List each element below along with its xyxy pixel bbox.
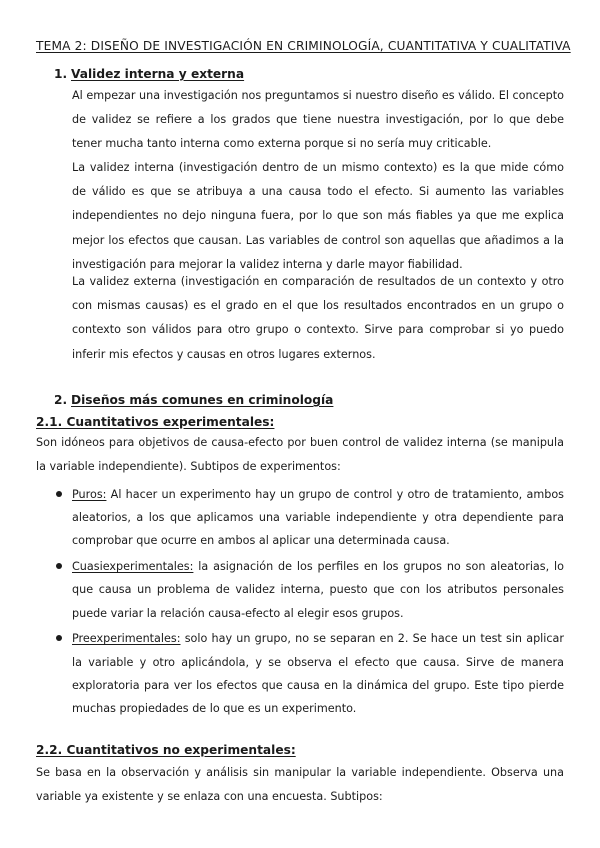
section-2-heading [54,392,333,408]
list-item [72,627,564,720]
subsection-2-1-intro: Son idóneos para objetivos de causa-efecto por buen control de validez interna (se manipula la variable independiente). Subtipos de experimentos: [36,436,564,474]
section-2-number: 2. [54,393,68,407]
section-1-number: 1. [54,67,68,81]
list-item-text: la asignación de los perfiles en los grupos no son aleatorias, lo que causa un problema de validez interna, puesto que con los atributos personales puede variar la relación causa-efecto al elegir esos grupos. [72,560,564,620]
subsection-2-2-heading: 2.2. Cuantitativos no experimentales: [36,743,296,757]
section-1-paragraph-1: Al empezar una investigación nos preguntamos si nuestro diseño es válido. El concepto de validez se refiere a los grados que tiene nuestra investigación, por lo que debe tener mucha tanto interna como externa porque si no sería muy criticable. [72,89,564,151]
list-item-term: Puros: [72,488,107,501]
list-item-term: Cuasiexperimentales: [72,560,194,574]
experiment-subtypes-list [72,483,564,723]
subsection-2-2-intro: Se basa en la observación y análisis sin manipular la variable independiente. Observa una variable ya existente y se enlaza con una encuesta. Subtipos: [36,766,564,804]
subsection-2-1-heading: 2.1. Cuantitativos experimentales: [36,415,275,429]
list-item-text: solo hay un grupo, no se separan en 2. Se hace un test sin aplicar la variable y otro aplicándola, y se observa el efecto que causa. Sirve de manera exploratoria para ver los efectos que causa en la dinámica del grupo. Este tipo pierde muchas propiedades de lo que es un experimento. [72,632,564,716]
section-2-title: Diseños más comunes en criminología [71,393,334,407]
list-item [72,555,564,625]
section-1-title: Validez interna y externa [71,67,245,81]
list-item [72,483,564,553]
section-1-paragraph-3: La validez externa (investigación en comparación de resultados de un contexto y otro con mismas causas) es el grado en el que los resultados encontrados en un grupo o contexto son válidos para otro grupo o contexto. Sirve para comprobar si yo puedo inferir mis efectos y causas en otros lugares externos. [72,275,564,361]
list-item-text: Al hacer un experimento hay un grupo de control y otro de tratamiento, ambos aleatorios, a los que aplicamos una variable independiente y otra dependiente para comprobar que ocurre en ambos al aplicar una determinada causa. [72,488,564,548]
section-1-heading [54,66,244,82]
document-title: TEMA 2: DISEÑO DE INVESTIGACIÓN EN CRIMINOLOGÍA, CUANTITATIVA Y CUALITATIVA [36,39,571,53]
list-item-term: Preexperimentales: [72,632,181,646]
section-1-paragraph-2: La validez interna (investigación dentro de un mismo contexto) es la que mide cómo de válido es que se atribuya a una causa todo el efecto. Si aumento las variables independientes no dejo ninguna fuera, por lo que son más fiables ya que me explica mejor los efectos que causan. Las variables de control son aquellas que añadimos a la investigación para mejorar la validez interna y darle mayor fiabilidad. [72,161,564,271]
